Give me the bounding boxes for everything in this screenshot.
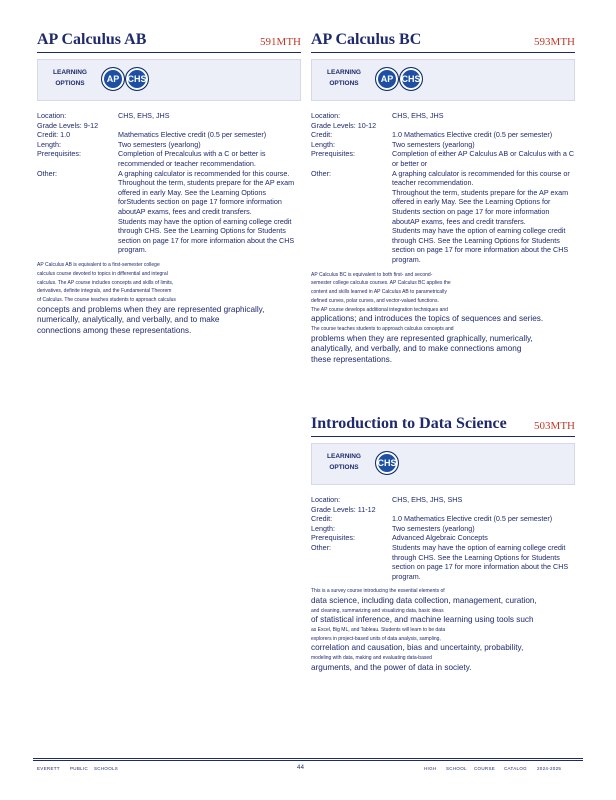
course-title: AP Calculus AB [37,31,147,48]
course-ap-calculus-ab [37,30,301,336]
course-header [37,30,301,53]
course-info: Location: CHS, EHS, JHS Grade Levels: 9-12 Credit: 1.0 Mathematics Elective credit (0.5 per semester) Length: Two semesters (yearlong) Prerequisites: Completion of Precalculus with a C or better is recommended or teacher recommendation. Other: A graphing calculator is recommended for this course. Throughout the term, students prepare for the AP exam offered in early May. See the Learning Options forStudents section on page 17 formore information aboutAP exams, fees and credit transfers. Students may have the option of earning college credit through CHS. See the Learning Options for Students section on page 17 for more information about the CHS program. [37,111,295,255]
ap-badge-icon: AP [101,67,125,91]
course-description-continued: concepts and problems when they are represented graphically, numerically, analytically, and verbally, and to make connections among these representations. [37,304,265,335]
learning-options-label: LEARNING OPTIONS [53,69,87,87]
course-header [311,30,575,53]
learning-options-label: LEARNING OPTIONS [327,69,361,87]
learning-options-box [311,443,575,485]
course-code: 593MTH [534,36,575,48]
chs-badge-icon: CHS [399,67,423,91]
course-info: Location: CHS, EHS, JHS, SHS Grade Levels: 11-12 Credit: 1.0 Mathematics Elective credit (0.5 per semester) Length: Two semesters (yearlong) Prerequisites: Advanced Algebraic Concepts Other: Students may have the option of earning college credit through CHS. See the Learning Options for Students section on page 17 for more information about the CHS program. [311,495,569,581]
course-title: AP Calculus BC [311,31,422,48]
page-number: 44 [297,765,305,771]
course-description: This is a survey course introducing the essential elements of data science, including data collection, management, curation, and cleaning, summarizing and visualizing data, basic ideas of statistical inference, and machine learning using tools such as Excel, Big ML, and Tableau. Students will learn to be data explorers in project-based units of data analysis, sampling, correlation and causation, bias and uncertainty, probability, modeling with data, making and evaluating data-based arguments, and the power of data in society. [311,588,537,672]
learning-options-label: LEARNING OPTIONS [327,453,361,471]
course-ap-calculus-bc [311,30,575,365]
ap-badge-icon: AP [375,67,399,91]
chs-badge-icon: CHS [375,451,399,475]
chs-badge-icon: CHS [125,67,149,91]
course-description-continued: problems when they are represented graphically, numerically, analytically, and verbally, and to make connections among these representations. [311,333,533,364]
footer-rule [33,758,583,759]
footer-rule [33,760,583,761]
course-code: 503MTH [534,420,575,432]
course-intro-data-science [311,414,575,673]
learning-options-box [37,59,301,101]
course-info: Location: CHS, EHS, JHS Grade Levels: 10-12 Credit: 1.0 Mathematics Elective credit (0.5 per semester) Length: Two semesters (yearlong) Prerequisites: Completion of either AP Calculus AB or Calculus with a C or better or Other: A graphing calculator is recommended for this course or teacher recommendation. Throughout the term, students prepare for the AP exam offered in early May. See the Learning Options for Students section on page 17 for more information aboutAP exams, fees and credit transfers. Students may have the option of earning college credit through CHS. See the Learning Options for Students section on page 17 for more information about the CHS program. [311,111,575,264]
course-description-continued: The course teaches students to approach calculus concepts and [311,325,454,332]
course-title: Introduction to Data Science [311,415,507,432]
course-header [311,414,575,437]
course-description-continued: applications; and introduces the topics of sequences and series. [311,314,544,324]
course-description: AP Calculus BC is equivalent to both first- and second- semester college calculus courses. AP Calculus BC applies the content and skills learned in AP Calculus AB to parametrically defined curves, polar curves, and vector-valued functions. The AP course develops additional integration techniques and [311,271,451,313]
course-code: 591MTH [260,36,301,48]
course-description: AP Calculus AB is equivalent to a first-semester college calculus course devoted to topics in differential and integral calculus. The AP course includes concepts and skills of limits, derivatives, definite integrals, and the Fundamental Theorem of Calculus. The course teaches students to approach calculus [37,261,176,304]
learning-options-box [311,59,575,101]
